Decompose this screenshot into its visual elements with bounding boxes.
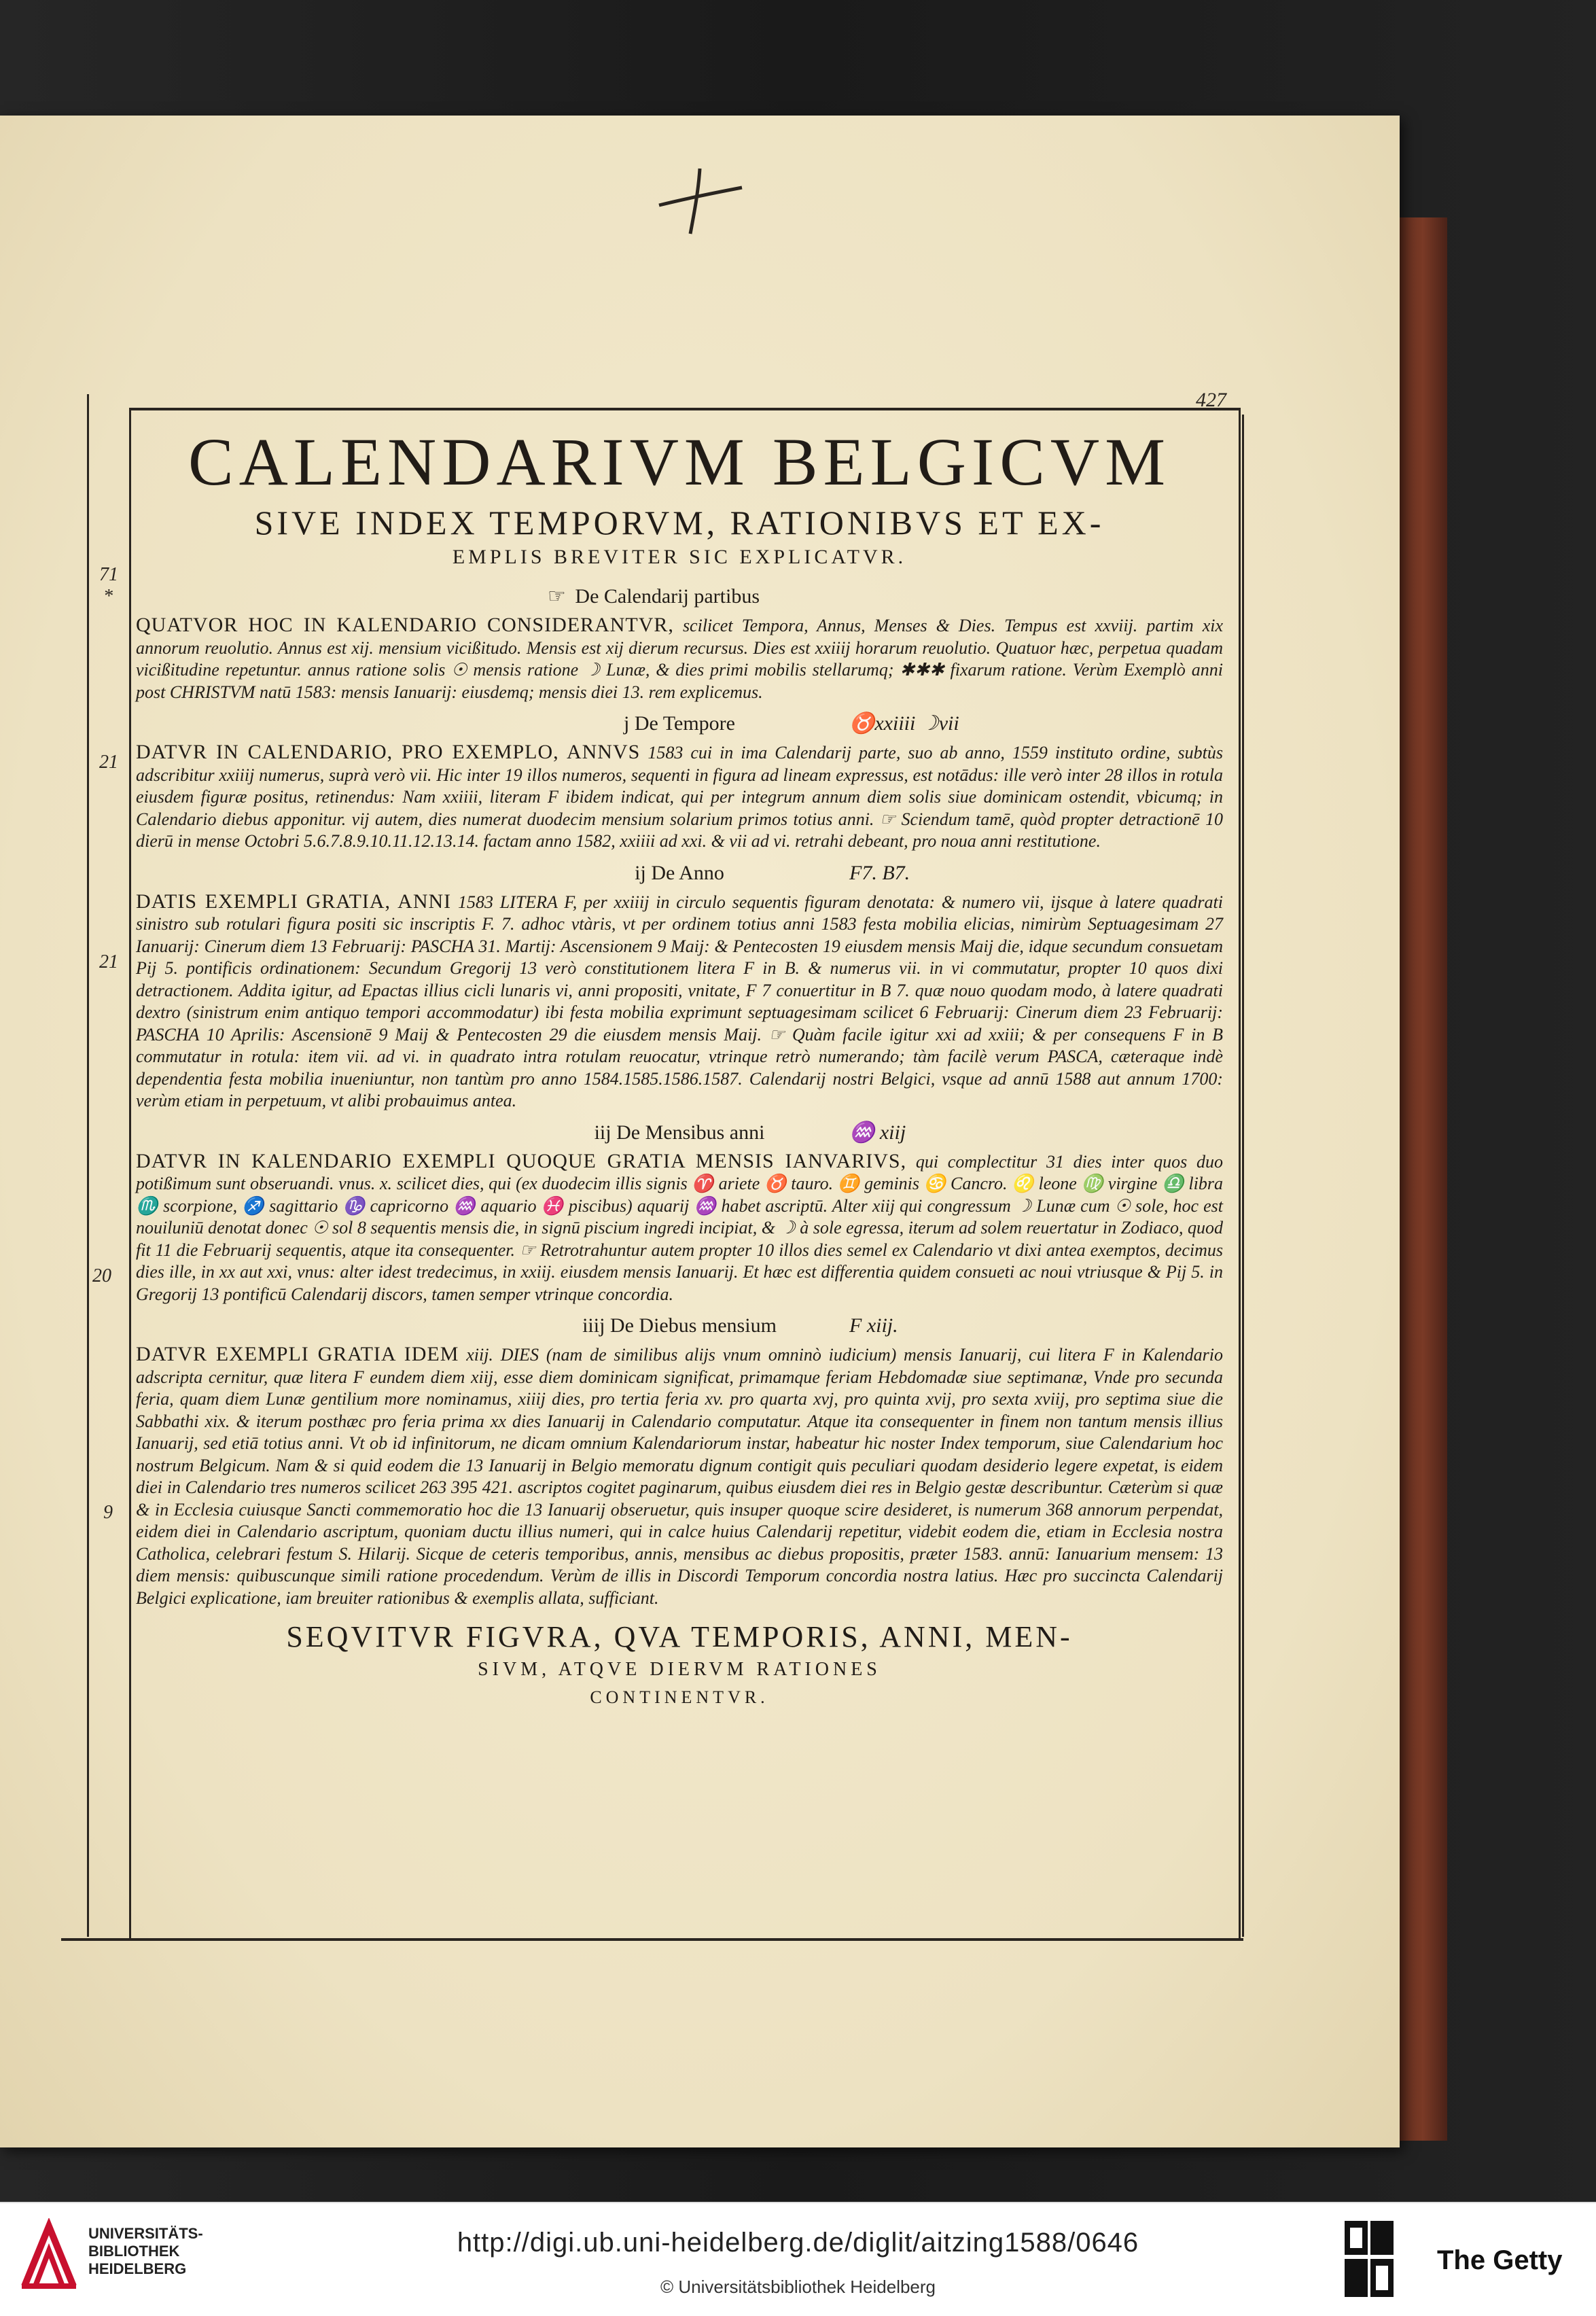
paragraph-lead: DATIS EXEMPLI GRATIA, ANNI bbox=[136, 890, 452, 913]
paragraph-text: qui complectitur 31 dies inter quos duo potißimum sunt obseruandi. vnus. x. scilicet dies, qui (ex duodecim illis signis ♈ ariete ♉ tauro. ♊ geminis ♋ Cancro. ♌ leone ♍ virgine ♎ libra ♏ scorpione, ♐ sagittario ♑ capricorno ♒ aquario ♓ piscibus) aquarij ♒ habet ascriptū. Alter xiij qui congressum ☽ Lunæ cum ☉ sole, hoc est nouiluniū denotat donec ☉ sol 8 sequentis mensis die, in signū piscium ingredi incipiat, & ☽ à sole egressa, iterum ad solem reuertatur in Zodiaco, quod fit 11 die Februarij sequentis, atque ita consequenter. ☞ Retrotrahuntur autem propter 10 illos dies semel ex Calendario vt dixi antea exemptos, decimus dies ille, in xx aut xxi, vnus: alter idest tredecimus, in xxiij. eiusdem mensis Ianuarij. Et hæc est differentia quidem consueti ac noui vtriusque & Pij 5. in Gregorij 13 pontificū Calendarij discors, tamen semper vtrinque concordia. bbox=[136, 1151, 1224, 1304]
section-paragraph bbox=[136, 1151, 1223, 1306]
document-subtitle: SIVE INDEX TEMPORVM, RATIONIBVS ET EX- bbox=[254, 504, 1105, 542]
paragraph-text: 1583 cui in ima Calendarij parte, suo ab anno, 1559 instituto ordine, subtùs adscribitur xxiiij numerus, suprà verò vii. Hic inter 19 illos numeros, sequenti in figura ad lineam expressus, est notādus: ille verò inter 28 illos in rotula eiusdem figuræ positus, retinendus: Nam xxiiii, literam F ibidem indicat, qui per integrum annum diem solis siue dominicam ostendit, vbicumq; in Calendario diebus apponitur. vij autem, dies numerat duodecim mensium solarium primos totius anni. ☞ Sciendum tamē, quòd propter detractionē 10 dierū in mense Octobri 5.6.7.8.9.10.11.12.13.14. factam anno 1582, xxiiii ad xxi. & vii ad vi. retrahi debeant, pro noua anni restitutione. bbox=[136, 743, 1224, 851]
section-heading-text: iij De Mensibus anni bbox=[594, 1121, 765, 1144]
section-heading bbox=[136, 709, 1223, 739]
document-title: CALENDARIVM BELGICVM bbox=[188, 424, 1171, 499]
institution-name-line: HEIDELBERG bbox=[88, 2260, 187, 2277]
paragraph-lead: DATVR IN KALENDARIO EXEMPLI QUOQUE GRATIA MENSIS IANVARIVS, bbox=[136, 1149, 907, 1172]
margin-note: 9 bbox=[103, 1502, 113, 1523]
section-heading-symbols: F7. B7. bbox=[849, 861, 910, 884]
section-heading-text: iiij De Diebus mensium bbox=[582, 1314, 777, 1337]
section-heading-symbols: ♉xxiiii ☽vii bbox=[849, 712, 959, 735]
getty-logo-icon[interactable] bbox=[1342, 2218, 1396, 2300]
section-paragraph bbox=[136, 614, 1223, 703]
section-heading bbox=[136, 1311, 1223, 1341]
permalink-url[interactable]: http://digi.ub.uni-heidelberg.de/diglit/aitzing1588/0646 bbox=[457, 2228, 1139, 2258]
paragraph-lead: DATVR EXEMPLI GRATIA IDEM bbox=[136, 1343, 459, 1365]
institution-name-line: BIBLIOTHEK bbox=[88, 2243, 180, 2260]
section-heading bbox=[136, 1118, 1223, 1148]
section-heading-text: De Calendarij partibus bbox=[575, 585, 760, 608]
section-paragraph bbox=[136, 741, 1223, 853]
paragraph-text: 1583 LITERA F, per xxiiij in circulo sequentis figuram denotata: & numero vii, ijsque à latere quadrati sinistro sub rotulari figura positi sic inscriptis F. 7. adhoc vtàris, vt per ordinem totius anni 1583 festa mobilia elicias, nimirùm Septuagesimam 27 Ianuarij: Cinerum diem 13 Februarij: PASCHA 31. Martij: Ascensionem 9 Maij: & Pentecosten 19 eiusdem mensis Maij die, idque secundum consuetam Pij 5. pontificis ordinationem: Secundum Gregorij 13 verò constitutionem litera F in B. & numerus vii. in vi commutatur, propter 10 quos dixi detractionem. Addita igitur, ad Epactas illius cicli lunaris vi, anni propositi, vnitate, F 7 conuertitur in B 7. quæ nouo quodam modo, à latere quadrati dextro (sinistrum enim antiquo tempori accommodatur) ibi festa mobilia exprimunt septuagesimam scilicet 6 Februarij: Cinerum diem 23 Februarij: PASCHA 10 Aprilis: Ascensionē 9 Maij & Pentecosten 29 die eiusdem mensis Maij. ☞ Quàm facile igitur xxi ad xxiii; & per consequens F in B commutatur in rotula: item vii. ad vi. in quadrato intra rotulam reuocatur, vtrinque retrò numerando; tàm facilè verum PASCA, cæteraque indè dependentia festa mobilia inueniuntur, non tantùm pro anno 1584.1585.1586.1587. Calendarij nostri Belgici, vsque ad annū 1588 aut annum 1700: verùm etiam in perpetuum, vt alibi probauimus antea. bbox=[136, 892, 1223, 1110]
paragraph-text: scilicet Tempora, Annus, Menses & Dies. Tempus est xxviij. partim xix annorum reuolutio. Annus est xij. mensium vicißitudo. Mensis est xij dierum recursus. Dies est xxiiij horarum reuolutio. Quatuor hæc, perpetua quadam vicißitudine repetuntur. annus ratione solis ☉ mensis ratione ☽ Lunæ, & dies primi mobilis stellarumq; ✱✱✱ fixarum ratione. Verùm Exemplò anni post CHRISTVM natū 1583: mensis Ianuarij: eiusdemq; mensis diei 13. rem explicemus. bbox=[136, 616, 1223, 702]
page-number: 427 bbox=[1196, 389, 1226, 411]
frame-bottom-rule bbox=[61, 1938, 1243, 1941]
margin-rule-right bbox=[1242, 415, 1244, 1937]
section-paragraph bbox=[136, 891, 1223, 1112]
document-subtitle-line2: EMPLIS BREVITER SIC EXPLICATVR. bbox=[452, 546, 907, 568]
partner-name: The Getty bbox=[1437, 2245, 1563, 2275]
section-heading bbox=[136, 858, 1223, 888]
section-heading-text: ij De Anno bbox=[635, 861, 724, 884]
margin-note: 20 bbox=[92, 1265, 111, 1286]
closing-line: SIVM, ATQVE DIERVM RATIONES bbox=[478, 1659, 881, 1680]
document-body bbox=[136, 415, 1223, 1711]
paragraph-lead: DATVR IN CALENDARIO, PRO EXEMPLO, ANNVS bbox=[136, 741, 641, 763]
handwritten-cross-mark bbox=[652, 163, 747, 238]
margin-rule-left bbox=[87, 394, 89, 1937]
section-heading-symbols: ♒ xiij bbox=[849, 1121, 906, 1144]
section-heading-text: j De Tempore bbox=[624, 712, 735, 735]
section-heading bbox=[136, 582, 1223, 612]
section-paragraph bbox=[136, 1344, 1223, 1609]
margin-note: 21 bbox=[99, 752, 118, 773]
viewer-footer bbox=[0, 2202, 1596, 2316]
pointing-hand-icon: ☞ bbox=[548, 585, 566, 608]
copyright-notice: © Universitätsbibliothek Heidelberg bbox=[660, 2277, 936, 2297]
section-heading-symbols: F xiij. bbox=[849, 1314, 898, 1337]
margin-note: 21 bbox=[99, 951, 118, 972]
institution-name-line: UNIVERSITÄTS- bbox=[88, 2225, 203, 2242]
paragraph-text: xiij. DIES (nam de similibus alijs vnum omninò iudicium) mensis Ianuarij, cui litera F in Kalendario adscripta cernitur, quæ litera F eundem diem xiij, esse diem dominicam significat, primamque feriam Hebdomadæ siue septimanæ, Vnde pro secunda feria, quam diem Lunæ gentilium more nominamus, xiiij dies, pro tertia feria xv. pro quarta xvj, pro quinta xvij, pro sexta xviij, pro septima siue die Sabbathi xix. & iterum posthæc pro feria prima xx dies Ianuarij in Calendario computatur. Atque ita consequenter in finem non tantum mensis illius Ianuarij, sed etiā totius anni. Vt ob id infinitorum, ne dicam omnium Kalendariorum instar, habeatur hic noster Index temporum, siue Calendarium hoc nostrum Belgicum. Nam & si quid eodem die 13 Ianuarij in Belgio memoratu dignum contigit quis peculiari quodam desiderio legere expetat, is eidem diei in Calendario tres numeros scilicet 263 395 421. ascriptos cogitet paginarum, quibus eiusdem diei res in Belgio gestæ describuntur. Cæterùm si quæ & in Ecclesia cuiusque Sancti commemoratio hoc die 13 Ianuarij obseruetur, quis insuper quoque scire desideret, is numerum 368 annorum perpendat, eidem diei in Calendario ascriptum, quoniam ductu illius numeri, qui in calce huius Calendarij repetitur, videbit eodem die, etiam in Ecclesia nostra Catholica, celebrari festum S. Hilarij. Sicque de ceteris temporibus, annis, mensibus ac diebus propositis, præter 1583. annū: Ianuarium mensem: 13 diem mensis: quibuscunque simili ratione procedendum. Verùm de illis in Discordi Temporum concordia nostra latius. Hæc pro succincta Calendarij Belgici explicatione, iam breuiter rationibus & exemplis allata, sufficiant. bbox=[136, 1345, 1223, 1608]
margin-note: 71 bbox=[99, 564, 118, 585]
closing-line: SEQVITVR FIGVRA, QVA TEMPORIS, ANNI, MEN- bbox=[286, 1620, 1073, 1653]
paragraph-lead: QUATVOR HOC IN KALENDARIO CONSIDERANTVR, bbox=[136, 614, 674, 636]
margin-note: * bbox=[103, 586, 113, 607]
closing-line: CONTINENTVR. bbox=[590, 1687, 769, 1707]
